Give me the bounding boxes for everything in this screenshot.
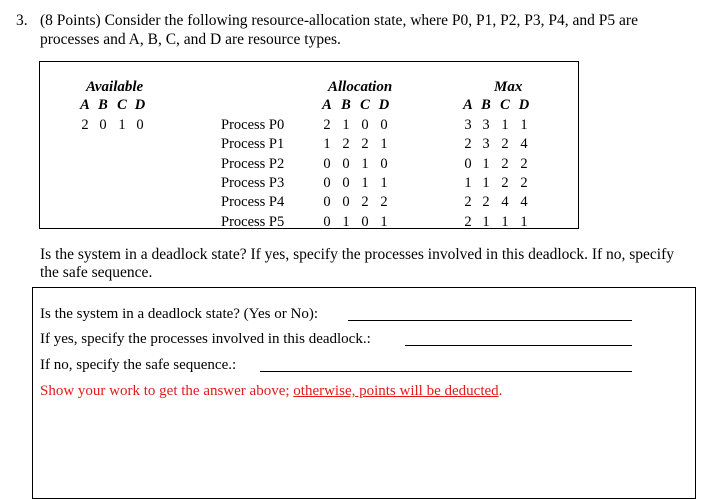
max-cell: 4 [520,136,528,153]
answer-line-safe-sequence: If no, specify the safe sequence.: [40,357,237,373]
available-value-b: 0 [99,117,107,133]
max-cell: 2 [482,194,490,211]
allocation-cell: 2 [380,194,388,211]
allocation-header-b: B [341,97,351,113]
allocation-cell: 1 [361,155,369,172]
allocation-header-a: A [322,97,332,113]
process-label: Process P1 [221,136,285,153]
max-cell: 2 [501,136,509,153]
max-cell: 1 [501,117,509,133]
process-label: Process P5 [221,213,285,230]
allocation-cell: 1 [342,117,350,133]
allocation-cell: 0 [323,155,331,172]
allocation-cell: 1 [323,136,331,153]
allocation-cell: 0 [380,155,388,172]
max-cell: 2 [501,155,509,172]
allocation-header-d: D [378,97,390,113]
max-cell: 1 [520,213,528,230]
max-cell: 2 [520,174,528,191]
question-number: 3. [16,12,28,29]
note-underlined: otherwise, points will be deducted [293,383,499,399]
max-title: Max [494,79,523,95]
allocation-cell: 0 [342,174,350,191]
max-header-d: D [518,97,530,113]
max-cell: 1 [482,174,490,191]
available-header-b: B [98,97,108,113]
max-header-b: B [481,97,491,113]
allocation-cell: 0 [361,117,369,133]
allocation-cell: 1 [342,213,350,230]
max-cell: 1 [520,117,528,133]
max-header-a: A [463,97,473,113]
answer-line-processes: If yes, specify the processes involved in this deadlock.: [40,331,371,347]
allocation-cell: 0 [323,174,331,191]
process-label: Process P0 [221,117,285,133]
answer-blank-deadlock[interactable] [348,320,632,321]
available-value-a: 2 [81,117,89,133]
answer-line-deadlock: Is the system in a deadlock state? (Yes or No): [40,306,318,322]
max-cell: 4 [501,194,509,211]
available-header-c: C [117,97,127,113]
max-cell: 2 [501,174,509,191]
allocation-cell: 1 [380,174,388,191]
max-cell: 3 [464,117,472,133]
allocation-header-c: C [360,97,370,113]
allocation-cell: 0 [342,155,350,172]
note-end: . [498,383,503,399]
allocation-cell: 2 [342,136,350,153]
allocation-cell: 2 [361,194,369,211]
allocation-cell: 0 [361,213,369,230]
allocation-cell: 0 [323,213,331,230]
allocation-cell: 0 [380,117,388,133]
max-cell: 3 [482,117,490,133]
max-cell: 1 [464,174,472,191]
question-text: (8 Points) Consider the following resource-allocation state, where P0, P1, P2, P3, P4, and P5 are processes and A, B, C, and D are resource types. [40,12,638,48]
allocation-title: Allocation [328,79,393,95]
allocation-cell: 0 [342,194,350,211]
show-work-note [40,383,502,400]
max-header-c: C [500,97,510,113]
available-value-c: 1 [118,117,126,133]
max-cell: 2 [520,155,528,172]
available-header-a: A [80,97,90,113]
max-cell: 1 [482,213,490,230]
max-cell: 1 [482,155,490,172]
note-plain: Show your work to get the answer above; [40,383,294,399]
available-title: Available [86,79,144,95]
allocation-cell: 1 [361,174,369,191]
max-cell: 4 [520,194,528,211]
max-cell: 0 [464,155,472,172]
deadlock-question: Is the system in a deadlock state? If yes, specify the processes involved in this deadlock. If no, specify the safe sequence. [40,246,675,281]
allocation-cell: 0 [323,194,331,211]
max-cell: 2 [464,136,472,153]
allocation-cell: 1 [380,136,388,153]
answer-blank-processes[interactable] [405,345,632,346]
answer-blank-safe-sequence[interactable] [260,371,632,372]
allocation-cell: 1 [380,213,388,230]
available-header-d: D [134,97,146,113]
allocation-cell: 2 [323,117,331,133]
process-label: Process P3 [221,174,285,191]
max-cell: 2 [464,194,472,211]
process-label: Process P2 [221,155,285,172]
allocation-cell: 2 [361,136,369,153]
process-label: Process P4 [221,194,285,211]
max-cell: 3 [482,136,490,153]
max-cell: 2 [464,213,472,230]
available-value-d: 0 [136,117,144,133]
max-cell: 1 [501,213,509,230]
